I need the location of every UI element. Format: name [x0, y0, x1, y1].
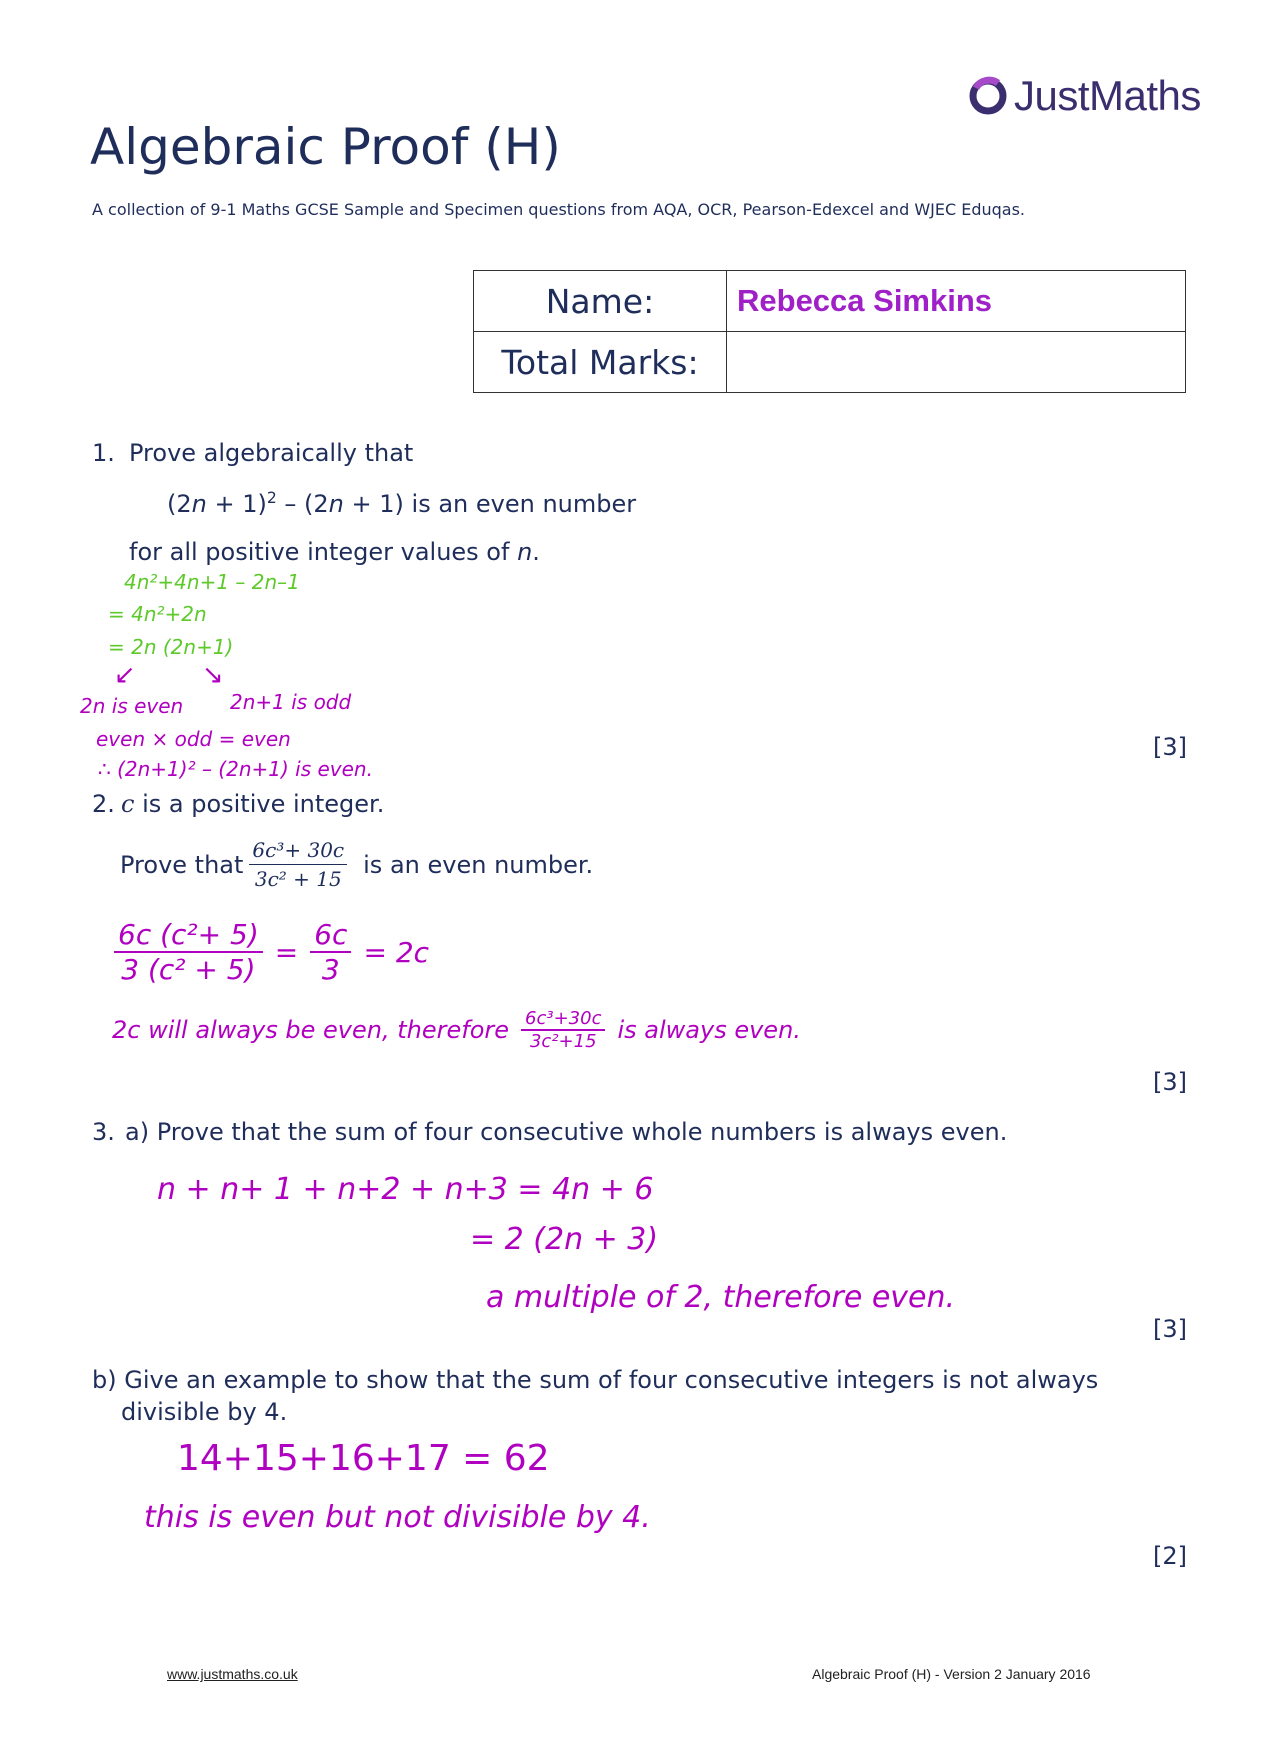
q2-fraction	[249, 838, 347, 891]
q1-expr-c: – (2	[276, 490, 329, 518]
q3a-prompt: a) Prove that the sum of four consecutive whole numbers is always even.	[125, 1118, 1008, 1146]
q2-working-f2-num: 6c	[310, 918, 351, 953]
q1-expr-sup: 2	[266, 489, 277, 507]
q1-expr-n1: n	[191, 490, 207, 518]
q3b-working-line-2: this is even but not divisible by 4.	[144, 1500, 651, 1535]
q2-var: c	[121, 790, 135, 818]
q2-working-eq2: = 2c	[363, 935, 430, 969]
total-marks-label: Total Marks:	[474, 332, 727, 393]
q3b-prompt-line-2: divisible by 4.	[121, 1398, 288, 1426]
q1-working-purple-4: ∴ (2n+1)² – (2n+1) is even.	[98, 757, 373, 781]
q1-number: 1.	[92, 439, 115, 467]
logo	[968, 72, 1201, 120]
q3a-working-line-2: = 2 (2n + 3)	[470, 1222, 659, 1257]
q2-working-line-a: 2c will always be even, therefore	[112, 1016, 510, 1044]
q2-working-line-2	[112, 1008, 801, 1052]
logo-text: JustMaths	[1014, 72, 1201, 119]
q2-statement-text: is a positive integer.	[134, 790, 385, 818]
q1-working-purple-3: even × odd = even	[96, 727, 291, 751]
q1-working-purple-2: 2n+1 is odd	[230, 690, 352, 714]
q1-cond-a: for all positive integer values of	[129, 538, 518, 566]
name-value[interactable]: Rebecca Simkins	[727, 271, 1186, 332]
page-subtitle: A collection of 9-1 Maths GCSE Sample and Specimen questions from AQA, OCR, Pearson-Edexcel and WJEC Eduqas.	[92, 200, 1026, 219]
q2-working-f1-den: 3 (c² + 5)	[121, 953, 256, 986]
q2-statement	[121, 790, 384, 818]
footer-website-link[interactable]: www.justmaths.co.uk	[167, 1666, 298, 1682]
q1-expression	[167, 489, 636, 518]
total-marks-value[interactable]	[727, 332, 1186, 393]
q3a-marks: [3]	[1153, 1315, 1187, 1343]
q3-number: 3.	[92, 1118, 115, 1146]
student-info-table	[473, 270, 1186, 393]
q2-working-f3-num: 6c³+30c	[521, 1008, 605, 1031]
q2-fraction-numerator: 6c³+ 30c	[249, 838, 347, 865]
q1-expr-n2: n	[328, 490, 344, 518]
q2-working-f2-den: 3	[321, 953, 340, 986]
q2-working-f1-num: 6c (c²+ 5)	[114, 918, 263, 953]
total-marks-row	[474, 332, 1186, 393]
q1-working-green-1: 4n²+4n+1 – 2n–1	[124, 570, 300, 594]
q2-working-f3-den: 3c²+15	[529, 1031, 597, 1052]
q1-expr-a: (2	[167, 490, 192, 518]
q3b-marks: [2]	[1153, 1542, 1187, 1570]
q3b-prompt-line-1: b) Give an example to show that the sum of four consecutive integers is not always	[92, 1366, 1099, 1394]
q3a-working-line-3: a multiple of 2, therefore even.	[486, 1280, 956, 1315]
q1-working-purple-1: 2n is even	[80, 694, 184, 718]
q2-prove	[120, 838, 593, 891]
q2-working-line-b: is always even.	[617, 1016, 801, 1044]
q1-expr-d: + 1) is an even number	[343, 490, 637, 518]
q2-prove-label: Prove that	[120, 850, 244, 879]
q2-fraction-denominator: 3c² + 15	[254, 867, 342, 891]
q1-prompt: Prove algebraically that	[129, 439, 414, 467]
q2-working-eq1: =	[274, 935, 299, 969]
q1-condition	[129, 538, 540, 566]
q1-marks: [3]	[1153, 733, 1187, 761]
q1-arrow-right-icon: ↘	[202, 660, 224, 690]
name-label: Name:	[474, 271, 727, 332]
footer-version: Algebraic Proof (H) - Version 2 January 2016	[812, 1666, 1091, 1682]
q1-arrow-left-icon: ↙	[114, 660, 136, 690]
q3a-working-line-1: n + n+ 1 + n+2 + n+3 = 4n + 6	[157, 1172, 654, 1207]
q2-prove-suffix: is an even number.	[363, 850, 594, 879]
q3b-working-line-1: 14+15+16+17 = 62	[177, 1438, 550, 1479]
q2-marks: [3]	[1153, 1068, 1187, 1096]
q2-working-fraction-1	[114, 918, 263, 986]
q2-working-fraction-2	[310, 918, 351, 986]
q1-cond-b: .	[532, 538, 540, 566]
name-row	[474, 271, 1186, 332]
q1-working-green-2: = 4n²+2n	[108, 602, 207, 626]
q2-number: 2.	[92, 790, 115, 818]
q1-expr-b: + 1)	[206, 490, 267, 518]
q2-working-fraction-3	[521, 1008, 605, 1052]
q1-working-green-3: = 2n (2n+1)	[108, 635, 234, 659]
q1-cond-n: n	[517, 538, 533, 566]
q2-working-line-1	[114, 918, 429, 986]
page-title: Algebraic Proof (H)	[90, 118, 561, 176]
logo-ring-icon	[968, 76, 1008, 116]
